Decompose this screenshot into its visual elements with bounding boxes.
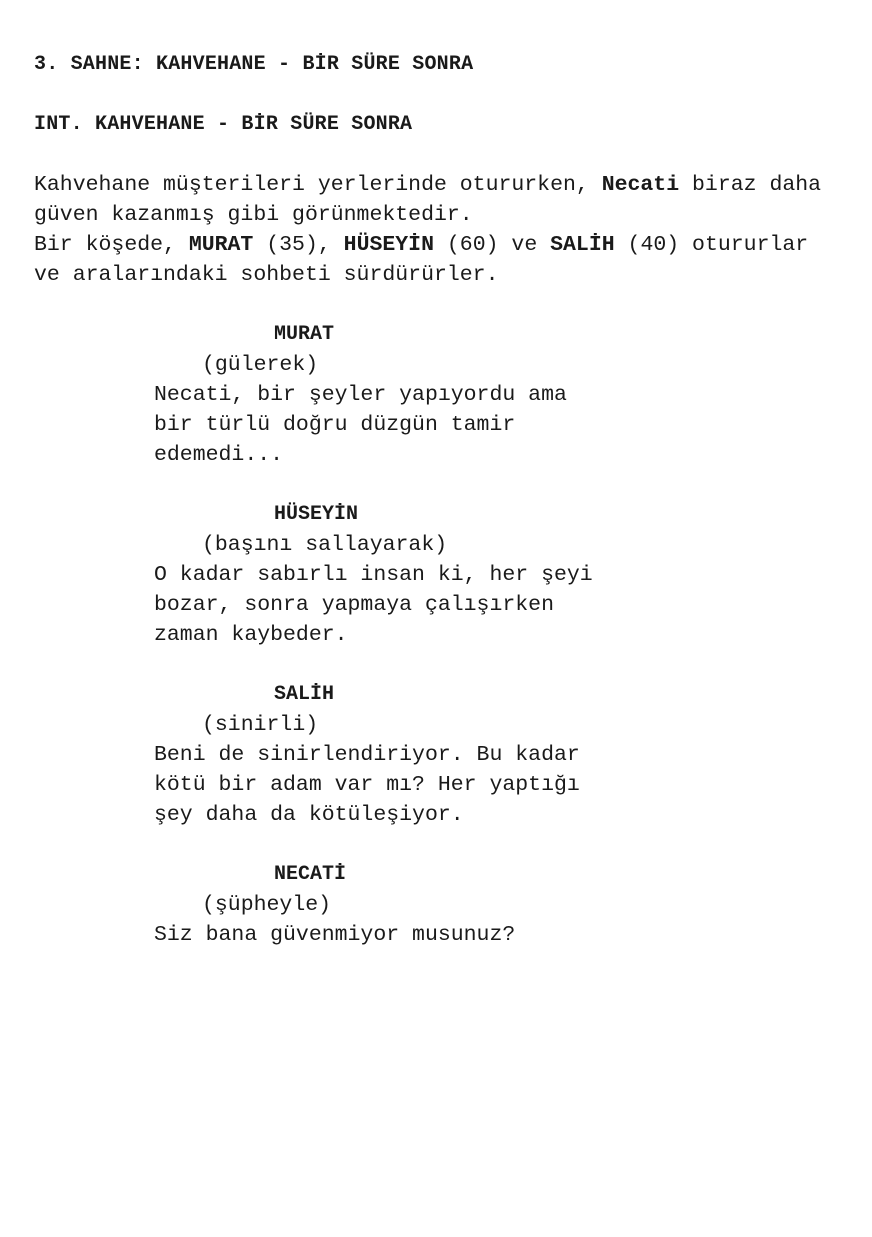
dialogue-line: şey daha da kötüleşiyor. xyxy=(154,803,464,827)
character-name: NECATİ xyxy=(274,863,347,886)
action-text: (60) ve xyxy=(434,233,551,257)
action-text: (35), xyxy=(253,233,344,257)
dialogue-line: kötü bir adam var mı? Her yaptığı xyxy=(154,773,580,797)
parenthetical: (şüpheyle) xyxy=(202,893,332,917)
dialogue-line: bir türlü doğru düzgün tamir xyxy=(154,413,516,437)
action-text: (40) otururlar xyxy=(614,233,809,257)
dialogue-line: Beni de sinirlendiriyor. Bu kadar xyxy=(154,743,580,767)
character-mention: MURAT xyxy=(188,233,254,257)
parenthetical: (gülerek) xyxy=(202,353,319,377)
parenthetical: (sinirli) xyxy=(202,713,319,737)
action-line-2: güven kazanmış gibi görünmektedir. xyxy=(34,203,473,227)
dialogue-line: edemedi... xyxy=(154,443,284,467)
character-mention: SALİH xyxy=(550,233,615,257)
action-line-3 xyxy=(34,230,808,260)
dialogue-line: Siz bana güvenmiyor musunuz? xyxy=(154,923,516,947)
parenthetical: (başını sallayarak) xyxy=(202,533,448,557)
character-mention: HÜSEYİN xyxy=(343,233,434,257)
scene-heading: INT. KAHVEHANE - BİR SÜRE SONRA xyxy=(34,113,413,136)
dialogue-line: O kadar sabırlı insan ki, her şeyi xyxy=(154,563,593,587)
action-line-4: ve aralarındaki sohbeti sürdürürler. xyxy=(34,263,499,287)
dialogue-line: bozar, sonra yapmaya çalışırken xyxy=(154,593,554,617)
character-name: SALİH xyxy=(274,683,335,706)
dialogue-line: zaman kaybeder. xyxy=(154,623,348,647)
character-name: MURAT xyxy=(274,323,335,346)
character-mention: Necati xyxy=(601,173,680,197)
action-text: biraz daha xyxy=(679,173,822,197)
action-line-1 xyxy=(34,170,821,200)
character-name: HÜSEYİN xyxy=(274,503,359,526)
action-text: Kahvehane müşterileri yerlerinde otururken, xyxy=(34,173,602,197)
action-text: Bir köşede, xyxy=(34,233,189,257)
dialogue-line: Necati, bir şeyler yapıyordu ama xyxy=(154,383,567,407)
scene-title: 3. SAHNE: KAHVEHANE - BİR SÜRE SONRA xyxy=(34,53,474,76)
